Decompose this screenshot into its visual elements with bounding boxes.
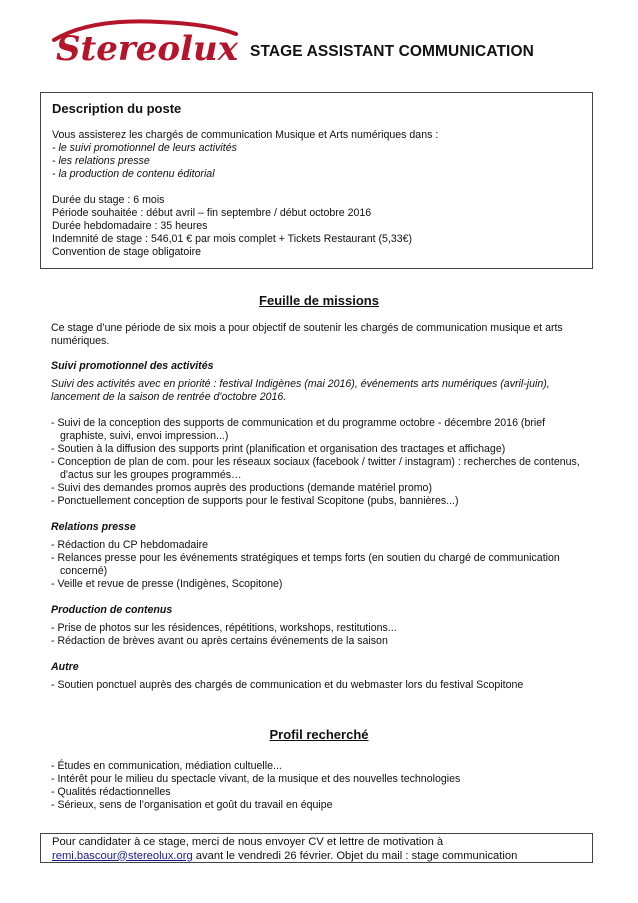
- autre-heading: Autre: [51, 661, 79, 673]
- apply-deadline-line: [52, 850, 581, 864]
- presse-bullet: - Rédaction du CP hebdomadaire: [51, 539, 209, 551]
- detail-weekly-hours: Durée hebdomadaire : 35 heures: [52, 220, 208, 232]
- suivi-bullet: - Suivi de la conception des supports de communication et du programme octobre - décembre 2016 (brief graphiste, suivi, envoi impression...): [51, 417, 546, 442]
- contact-email-link[interactable]: remi.bascour@stereolux.org: [52, 849, 193, 862]
- suivi-heading: Suivi promotionnel des activités: [51, 360, 214, 372]
- presse-heading: Relations presse: [51, 521, 136, 533]
- stereolux-logo: [50, 14, 240, 76]
- autre-bullet: - Soutien ponctuel auprès des chargés de communication et du webmaster lors du festival Scopitone: [51, 679, 524, 691]
- description-item: - les relations presse: [52, 155, 150, 167]
- detail-stipend: Indemnité de stage : 546,01 € par mois complet + Tickets Restaurant (5,33€): [52, 233, 413, 245]
- detail-duration: Durée du stage : 6 mois: [52, 194, 165, 206]
- presse-bullet: - Veille et revue de presse (Indigènes, Scopitone): [51, 578, 283, 590]
- profile-item: - Sérieux, sens de l’organisation et goût du travail en équipe: [51, 799, 333, 811]
- suivi-bullet: - Suivi des demandes promos auprès des productions (demande matériel promo): [51, 482, 432, 494]
- logo-wordmark: Stereolux: [56, 29, 239, 69]
- document-title: STAGE ASSISTANT COMMUNICATION: [250, 43, 534, 60]
- contenus-heading: Production de contenus: [51, 604, 173, 616]
- contenus-bullet: - Rédaction de brèves avant ou après certains événements de la saison: [51, 635, 388, 647]
- description-item: - le suivi promotionnel de leurs activités: [52, 142, 237, 154]
- description-intro: Vous assisterez les chargés de communication Musique et Arts numériques dans :: [52, 129, 439, 141]
- profile-item: - Intérêt pour le milieu du spectacle vivant, de la musique et des nouvelles technologies: [51, 773, 461, 785]
- missions-title: Feuille de missions: [259, 293, 379, 308]
- description-item: - la production de contenu éditorial: [52, 168, 215, 180]
- suivi-bullet: - Soutien à la diffusion des supports print (planification et organisation des tractages et affichage): [51, 443, 506, 455]
- apply-deadline-text: avant le vendredi 26 février. Objet du mail : stage communication: [192, 849, 518, 862]
- profile-item: - Études en communication, médiation cultuelle...: [51, 760, 282, 772]
- missions-intro: Ce stage d’une période de six mois a pour objectif de soutenir les chargés de communication musique et arts numériques.: [51, 322, 563, 347]
- suivi-bullet: - Ponctuellement conception de supports pour le festival Scopitone (pubs, bannières...): [51, 495, 459, 507]
- apply-instructions: Pour candidater à ce stage, merci de nous envoyer CV et lettre de motivation à: [52, 836, 444, 848]
- job-description-box: [40, 92, 593, 269]
- description-heading: Description du poste: [52, 101, 182, 116]
- profile-title: Profil recherché: [269, 727, 369, 742]
- suivi-intro: Suivi des activités avec en priorité : festival Indigènes (mai 2016), événements arts numériques (avril-juin), lancement de la saison de rentrée d'octobre 2016.: [51, 378, 550, 403]
- presse-bullet: - Relances presse pour les événements stratégiques et temps forts (en soutien du chargé de communication concerné): [51, 552, 560, 577]
- detail-agreement: Convention de stage obligatoire: [52, 246, 202, 258]
- suivi-bullet: - Conception de plan de com. pour les réseaux sociaux (facebook / twitter / instagram) : recherches de contenus, d'actus sur les groupes programmés…: [51, 456, 580, 481]
- missions-body: [51, 322, 591, 692]
- contenus-bullet: - Prise de photos sur les résidences, répétitions, workshops, restitutions...: [51, 622, 397, 634]
- application-box: [40, 833, 593, 863]
- profile-item: - Qualités rédactionnelles: [51, 786, 171, 798]
- detail-period: Période souhaitée : début avril – fin septembre / début octobre 2016: [52, 207, 372, 219]
- profile-list: [51, 760, 591, 812]
